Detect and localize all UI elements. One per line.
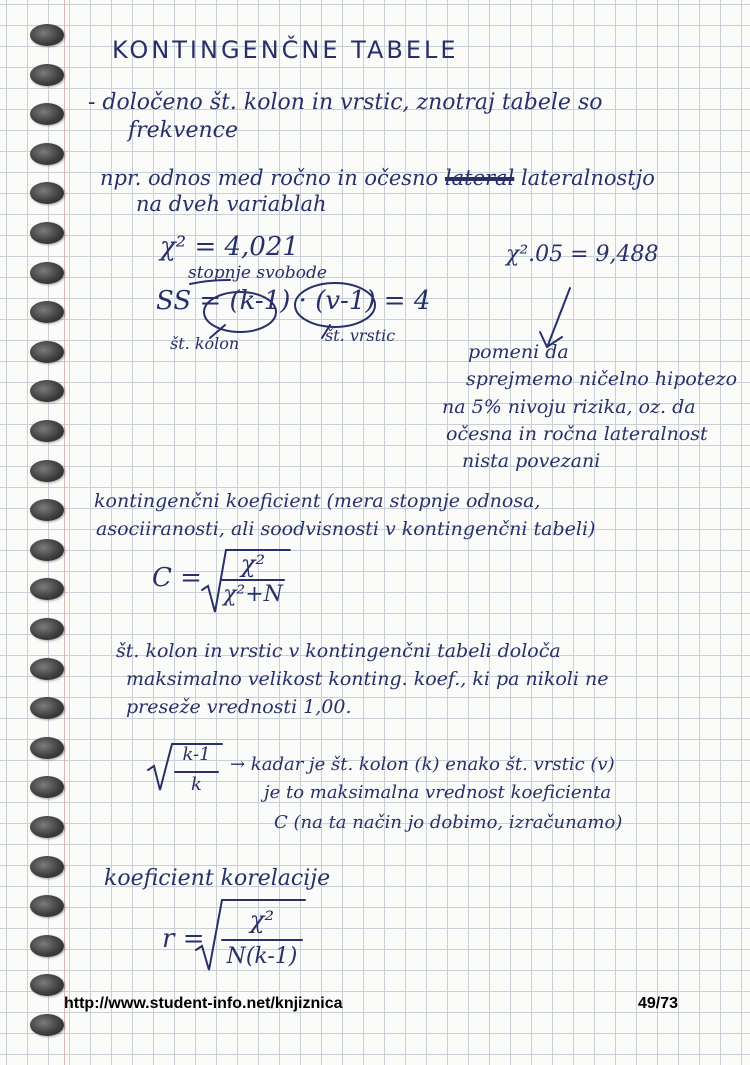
chi-square-value: χ² = 4,021 [160, 232, 299, 262]
example-line-2: na dveh variablah [136, 192, 327, 216]
k-note: št. kolon [170, 334, 240, 353]
intro-line-1: - določeno št. kolon in vrstic, znotraj tabele so [88, 90, 603, 115]
limit-denominator: k [191, 774, 202, 795]
k-term: (k-1) [229, 286, 291, 316]
c-numerator: χ² [240, 550, 266, 578]
meaning-line-4: očesna in ročna lateralnost [446, 423, 708, 445]
limit-numerator: k-1 [182, 744, 211, 765]
contingency-line-2: asociiranosti, ali soodvisnosti v kontingenčni tabeli) [96, 518, 596, 540]
page-number: 49/73 [638, 995, 679, 1012]
v-term: (v-1) [315, 286, 376, 316]
limits-arrow-line-2: je to maksimalna vrednost koeficienta [264, 782, 612, 803]
limits-arrow-line-1: → kadar je št. kolon (k) enako št. vrstic (v) [230, 754, 615, 775]
c-denominator: χ²+N [223, 582, 283, 607]
meaning-arrow [540, 288, 570, 347]
example-line-1-end: lateralnostjo [520, 166, 655, 190]
example-line-1-text: npr. odnos med ročno in očesno [100, 166, 439, 190]
meaning-line-5: nista povezani [462, 450, 601, 472]
struck-word: lateral [444, 166, 515, 190]
df-result: = 4 [383, 286, 431, 316]
footer-url[interactable]: http://www.student-info.net/knjiznica [64, 995, 343, 1012]
limits-line-2: maksimalno velikost konting. koef., ki pa nikoli ne [126, 668, 609, 690]
df-prefix: SS = [156, 286, 222, 316]
k-circle [204, 292, 276, 332]
chi-square-critical: χ².05 = 9,488 [506, 242, 659, 267]
meaning-line-1: pomeni da [468, 341, 569, 363]
c-lhs: C = [152, 563, 202, 593]
r-numerator: χ² [249, 906, 275, 934]
page-title: KONTINGENČNE TABELE [112, 36, 459, 64]
contingency-line-1: kontingenčni koeficient (mera stopnje odnosa, [94, 490, 541, 512]
r-denominator: N(k-1) [226, 944, 298, 969]
dot-operator: · [298, 286, 307, 316]
intro-line-2: frekvence [128, 118, 238, 143]
v-circle [295, 283, 375, 327]
limits-line-1: št. kolon in vrstic v kontingenčni tabeli določa [116, 640, 561, 662]
meaning-line-2: sprejmemo ničelno hipotezo [466, 368, 738, 390]
meaning-line-3: na 5% nivoju rizika, oz. da [442, 396, 696, 418]
df-label: stopnje svobode [188, 263, 327, 283]
v-note: št. vrstic [325, 326, 396, 345]
limits-line-3: preseže vrednosti 1,00. [126, 696, 352, 718]
r-lhs: r = [162, 924, 205, 954]
limits-arrow-line-3: C (na ta način jo dobimo, izračunamo) [274, 812, 623, 833]
correlation-heading: koeficient korelacije [104, 866, 331, 891]
df-arrow [190, 280, 230, 284]
